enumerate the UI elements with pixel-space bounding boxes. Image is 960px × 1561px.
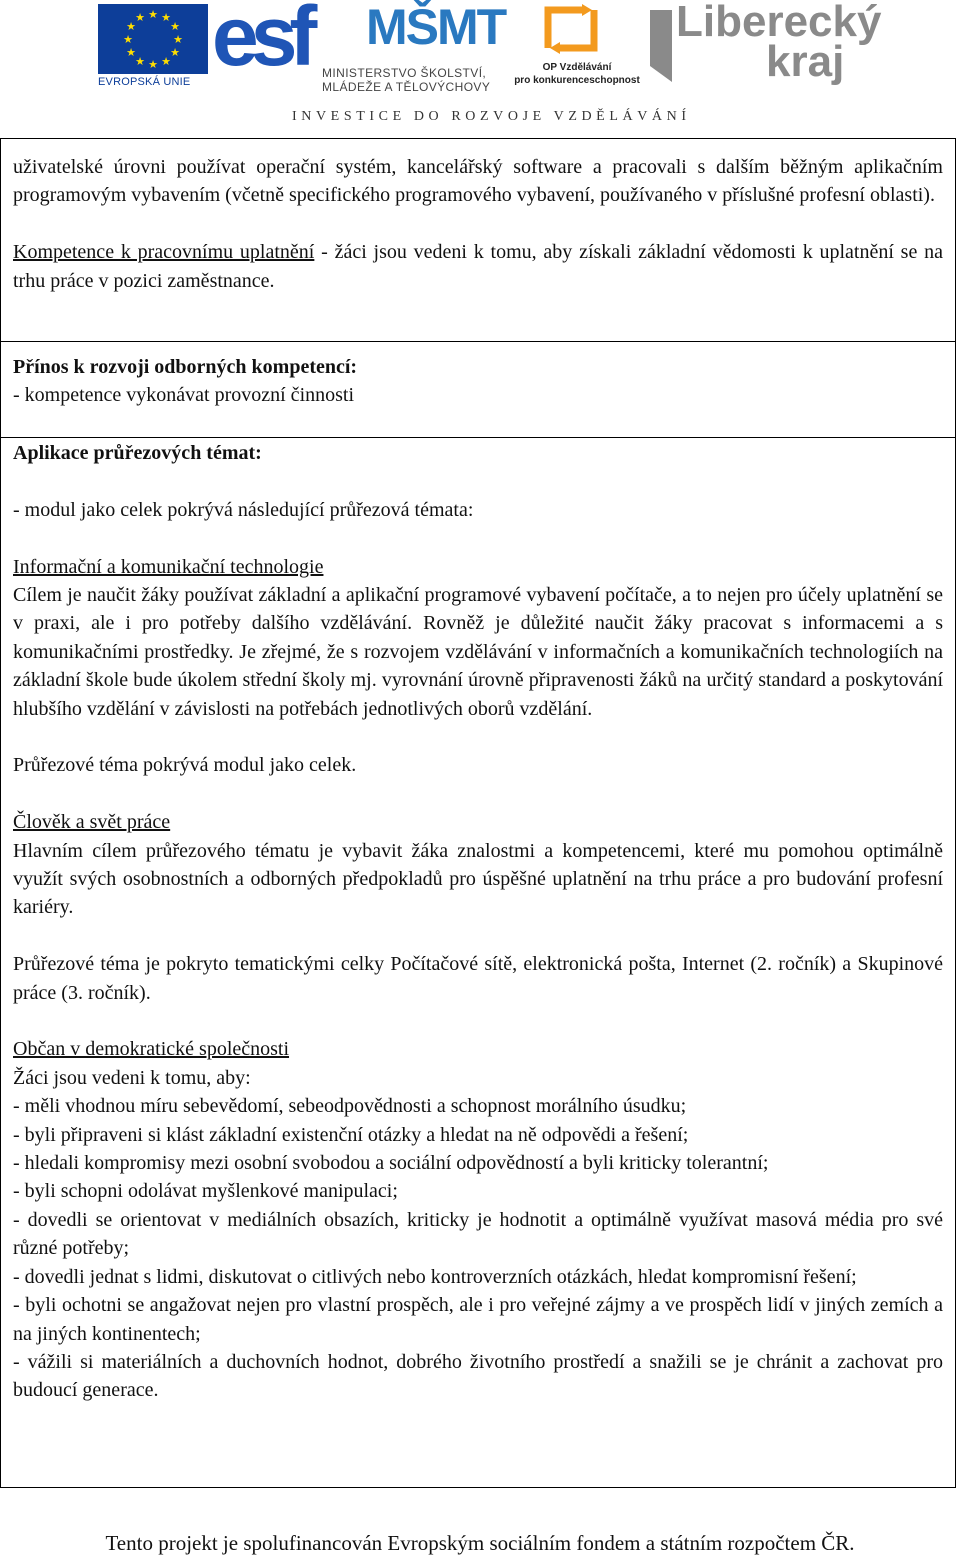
- svg-text:★: ★: [148, 59, 158, 71]
- list-item: - vážili si materiálních a duchovních hodnot, dobrého životního prostředí a snažili se je chránit a zachovat pro budoucí generace.: [13, 1350, 943, 1402]
- op-line-1: OP Vzdělávání: [542, 62, 612, 73]
- cross-topics-heading: Aplikace průřezových témat:: [13, 442, 262, 464]
- op-line-2: pro konkurenceschopnost: [514, 75, 640, 86]
- footer-funding-note: Tento projekt je spolufinancován Evropským sociálním fondem a státním rozpočtem ČR.: [105, 1531, 855, 1555]
- op-arrows-icon: [542, 4, 600, 54]
- kraj-shape-icon: [646, 6, 676, 86]
- svg-text:★: ★: [161, 56, 171, 68]
- msmt-mark: MŠMT: [366, 0, 506, 55]
- mid-section: [1, 353, 955, 410]
- msmt-line-1: MINISTERSTVO ŠKOLSTVÍ,: [322, 66, 487, 80]
- svg-text:★: ★: [123, 34, 133, 46]
- work-competence-heading: Kompetence k pracovnímu uplatnění: [13, 241, 315, 264]
- work-text: Hlavním cílem průřezového tématu je vybavit žáka znalostmi a kompetencemi, které mu pomohou optimálně využít svých osobnostních a odborných předpokladů pro úspěšné uplatnění na trhu práce a pro budování profesní kariéry.: [13, 839, 943, 919]
- esf-logo: [212, 2, 312, 90]
- work-competence-text: - žáci jsou vedeni k tomu, aby získali základní vědomosti k uplatnění se na trhu práce v pozici zaměstnance.: [13, 241, 944, 292]
- ict-heading: Informační a komunikační technologie: [13, 555, 324, 578]
- paragraph-ict-competence: uživatelské úrovni používat operační systém, kancelářský software a pracovali s dalším běžným aplikačním programovým vybavením (včetně specifického programového vybavení, používaného v příslušné profesní oblasti).: [13, 156, 943, 207]
- ict-text: Cílem je naučit žáky používat základní a aplikační programové vybavení počítače, a to nejen pro účely uplatnění se v praxi, ale i pro potřeby dalšího vzdělávání. Rovněž je důležité naučit žáky pracovat s informacemi a s komunikačními prostředky. Je zřejmé, že s rozvojem vzdělávání v informačních a komunikačních technologiích na základní škole bude úkolem střední školy mj. vyrovnání úrovně připravenosti žáků na určitý standard a poskytování hlubšího vzdělání v závislosti na potřebách jednotlivých oborů vzdělání.: [13, 584, 943, 720]
- op-vk-logo: [512, 0, 642, 92]
- svg-text:★: ★: [135, 12, 145, 24]
- list-item: - hledali kompromisy mezi osobní svobodou a sociální odpovědností a byli kriticky tolerantní;: [13, 1152, 769, 1175]
- ict-cover: Průřezové téma pokrývá modul jako celek.: [13, 754, 357, 777]
- work-heading: Člověk a svět práce: [13, 811, 171, 834]
- professional-competence-heading: Přínos k rozvoji odborných kompetencí:: [13, 356, 358, 378]
- svg-text:★: ★: [135, 56, 145, 68]
- list-item: - dovedli jednat s lidmi, diskutovat o citlivých nebo kontroverzních otázkách, hledat kompromisní řešení;: [13, 1265, 857, 1288]
- kraj-word-2: kraj: [766, 37, 845, 86]
- list-item: - byli ochotni se angažovat nejen pro vlastní prospěch, ale i pro veřejné zájmy a ve prospěch lidí v jiných zemích a na jiných kontinentech;: [13, 1294, 943, 1345]
- list-item: - měli vhodnou míru sebevědomí, sebeodpovědnosti a schopnost morálního úsudku;: [13, 1095, 687, 1118]
- liberecky-kraj-logo: [646, 0, 882, 92]
- svg-text:★: ★: [161, 12, 171, 24]
- cross-topics-intro: - modul jako celek pokrývá následující průřezová témata:: [13, 498, 474, 521]
- divider: [1, 341, 955, 342]
- list-item: - byli připraveni si klást základní existenční otázky a hledat na ně odpovědi a řešení;: [13, 1123, 689, 1146]
- svg-text:★: ★: [173, 34, 183, 46]
- msmt-logo: [322, 2, 512, 92]
- svg-text:★: ★: [148, 9, 158, 21]
- svg-text:★: ★: [170, 47, 180, 59]
- kraj-word-1: Liberecký: [676, 0, 882, 46]
- svg-text:★: ★: [170, 21, 180, 33]
- professional-competence-item: - kompetence vykonávat provozní činnosti: [13, 384, 355, 407]
- msmt-line-2: MLÁDEŽE A TĚLOVÝCHOVY: [322, 80, 491, 94]
- bottom-section: [1, 439, 955, 1405]
- svg-text:★: ★: [126, 21, 136, 33]
- svg-text:★: ★: [126, 47, 136, 59]
- list-item: - byli schopni odolávat myšlenkové manipulaci;: [13, 1180, 398, 1203]
- header-logos: [0, 0, 960, 130]
- eu-logo: [98, 4, 208, 90]
- eu-caption: EVROPSKÁ UNIE: [98, 76, 191, 88]
- divider: [1, 437, 955, 438]
- civic-intro: Žáci jsou vedeni k tomu, aby:: [13, 1066, 251, 1089]
- list-item: - dovedli se orientovat v mediálních obsazích, kriticky je hodnotit a optimálně využívat masová média pro své různé potřeby;: [13, 1208, 943, 1260]
- eu-flag-icon: [98, 4, 208, 74]
- work-cover: Průřezové téma je pokryto tematickými celky Počítačové sítě, elektronická pošta, Internet (2. ročník) a Skupinové práce (3. ročník).: [13, 953, 943, 1004]
- esf-mark: esf: [212, 0, 310, 83]
- paragraph-work-competence: [13, 238, 943, 295]
- top-section: [1, 153, 955, 295]
- tagline: INVESTICE DO ROZVOJE VZDĚLÁVÁNÍ: [292, 109, 691, 124]
- civic-heading: Občan v demokratické společnosti: [13, 1038, 290, 1061]
- content-box: [0, 138, 956, 1488]
